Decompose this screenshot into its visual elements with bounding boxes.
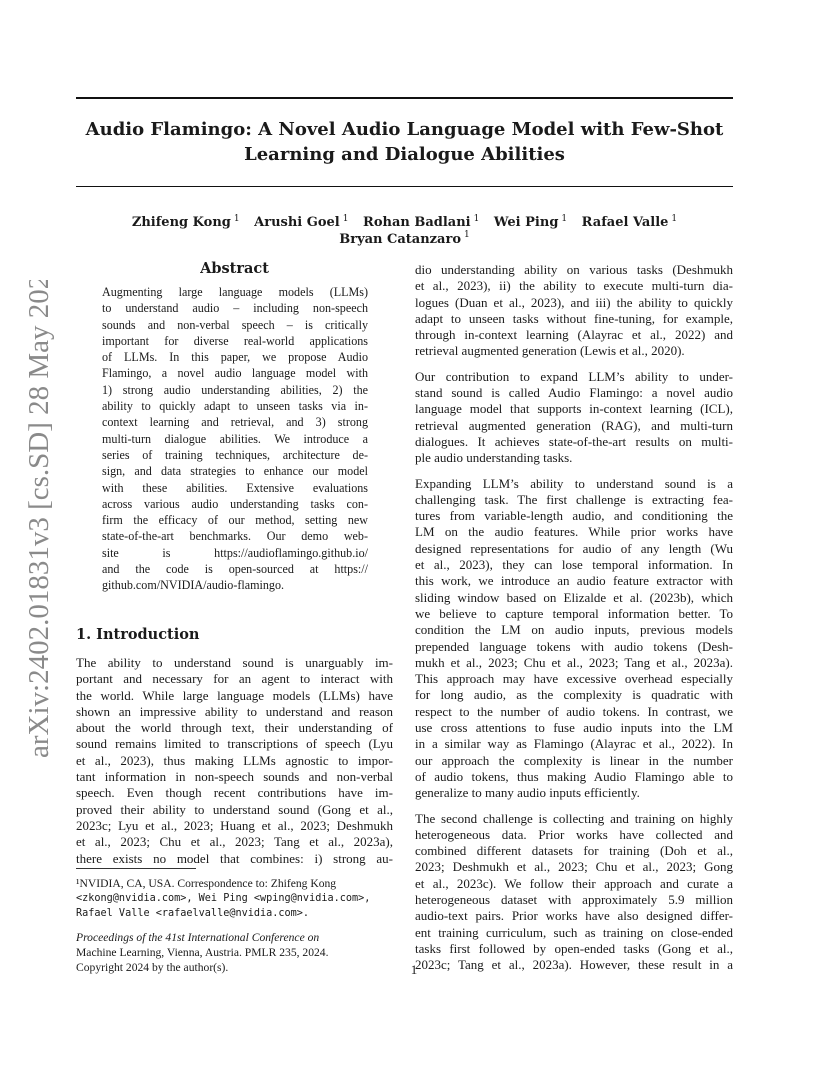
body-line: language model that supports in-context learning (ICL), xyxy=(415,401,733,417)
body-line: sliding window based on Elizalde et al. (2023b), which xyxy=(415,589,733,605)
abstract-line: site is https://audioflamingo.github.io/ xyxy=(102,545,368,560)
author: Rohan Badlani $^1$ xyxy=(363,214,480,231)
body-line: heterogeneous data. Prior works have collected and xyxy=(415,826,733,842)
body-line: condition the LM on audio inputs, previous models xyxy=(415,622,733,638)
footnote xyxy=(76,876,393,921)
body-line: 2023c; Tang et al., 2023a). However, these result in a xyxy=(415,957,733,973)
paragraph xyxy=(415,811,733,974)
body-line: ent training curriculum, such as training on close-ended xyxy=(415,924,733,940)
arxiv-stamp xyxy=(10,280,60,760)
footnote-rule xyxy=(76,868,196,869)
body-line: mukh et al., 2023; Chu et al., 2023; Tang et al., 2023a). xyxy=(415,654,733,670)
abstract-body xyxy=(102,284,368,594)
abstract-line: sign, and data strategies to enhance our model xyxy=(102,464,368,479)
abstract-line: 1) strong audio understanding abilities, 2) the xyxy=(102,382,368,397)
abstract-line: with these abilities. Extensive evaluations xyxy=(102,480,368,495)
body-line: this work, we introduce an audio feature extractor with xyxy=(415,573,733,589)
title-rule-bottom xyxy=(76,186,733,187)
intro-line: speech. Even though recent contributions have im- xyxy=(76,785,393,801)
body-line: our approach the complexity is linear in the number xyxy=(415,752,733,768)
author: Zhifeng Kong $^1$ xyxy=(131,214,240,231)
abstract-line: important for diverse real-world applications xyxy=(102,333,368,348)
intro-line: proved their ability to understand sound (Gong et al., xyxy=(76,801,393,817)
body-line: tures from variable-length audio, and conditioning the xyxy=(415,508,733,524)
abstract-line: of LLMs. In this paper, we propose Audio xyxy=(102,350,368,365)
intro-paragraph xyxy=(76,655,393,867)
abstract-line: github.com/NVIDIA/audio-flamingo. xyxy=(102,578,285,593)
paragraph xyxy=(415,369,733,467)
intro-heading: 1. Introduction xyxy=(76,626,200,643)
title-line-1: Audio Flamingo: A Novel Audio Language Model with Few-Shot xyxy=(85,119,724,140)
abstract-line: context learning and retrieval, and 3) strong xyxy=(102,415,368,430)
body-line: Our contribution to expand LLM’s ability to under- xyxy=(415,368,733,384)
body-line: challenging task. The first challenge is extracting fea- xyxy=(415,491,733,507)
abstract-line: Augmenting large language models (LLMs) xyxy=(102,285,368,299)
abstract-line: ability to quickly adapt to unseen tasks via in- xyxy=(102,399,368,414)
paragraph xyxy=(415,262,733,360)
abstract-line: and the code is open-sourced at https:// xyxy=(102,562,368,577)
intro-line: there exists no model that combines: i) strong au- xyxy=(76,850,393,866)
body-line: respect to the number of audio tokens. In contrast, we xyxy=(415,703,733,719)
author-list xyxy=(76,214,733,247)
intro-line: The ability to understand sound is unarguably im- xyxy=(76,655,393,670)
body-line: for long audio, as the complexity is quadratic with xyxy=(415,687,733,703)
title-line-2: Learning and Dialogue Abilities xyxy=(244,144,565,165)
footnote-line: ¹NVIDIA, CA, USA. Correspondence to: Zhifeng Kong xyxy=(76,877,337,890)
intro-line: sound remains limited to transcriptions of speech (Lyu xyxy=(76,736,393,752)
body-line: Expanding LLM’s ability to understand sound is a xyxy=(415,475,733,491)
body-line: prepended language tokens with audio tokens (Desh- xyxy=(415,638,733,654)
footnote-line: Rafael Valle <rafaelvalle@nvidia.com>. xyxy=(76,908,310,919)
intro-line: about the world through text, their understanding of xyxy=(76,720,393,736)
body-line: dio understanding ability on various tasks (Deshmukh xyxy=(415,262,733,277)
paper-title xyxy=(76,117,733,167)
author: Rafael Valle $^1$ xyxy=(581,214,678,231)
body-line: LM on the audio features. While prior works have xyxy=(415,524,733,540)
body-line: combined different datasets for training (Doh et al., xyxy=(415,843,733,859)
body-line: dialogues. It achieves state-of-the-art results on multi- xyxy=(415,433,733,449)
body-line: tasks first followed by open-ended tasks (Gong et al., xyxy=(415,940,733,956)
author: Arushi Goel $^1$ xyxy=(254,214,349,231)
proceedings-line: Copyright 2024 by the author(s). xyxy=(76,961,229,974)
body-line: et al., 2023c). We follow their approach and curate a xyxy=(415,875,733,891)
abstract-line: firm the efficacy of our method, setting new xyxy=(102,513,368,528)
proceedings-line: Machine Learning, Vienna, Austria. PMLR 235, 2024. xyxy=(76,946,329,959)
intro-line: shown an impressive ability to understand and reason xyxy=(76,703,393,719)
proceedings-line: Proceedings of the 41st International Conference on xyxy=(76,931,320,944)
body-line: audio-text pairs. Prior works have also designed differ- xyxy=(415,908,733,924)
footnote-line: <zkong@nvidia.com>, Wei Ping <wping@nvidia.com>, xyxy=(76,893,371,904)
body-line: through in-context learning (Alayrac et al., 2022) and xyxy=(415,327,733,343)
author: Wei Ping $^1$ xyxy=(493,214,568,231)
right-column xyxy=(415,262,733,982)
intro-line: et al., 2023), thus making LLMs agnostic to impor- xyxy=(76,752,393,768)
intro-line: the world. While large language models (LLMs) have xyxy=(76,687,393,703)
abstract-line: multi-turn dialogue abilities. We introduce a xyxy=(102,431,368,446)
body-line: designed representations for audio of any length (Wu xyxy=(415,540,733,556)
intro-line: 2023c; Lyu et al., 2023; Huang et al., 2023; Deshmukh xyxy=(76,817,393,833)
body-line: 2023; Deshmukh et al., 2023; Chu et al., 2023; Gong xyxy=(415,859,733,875)
body-line: retrieval augmented generation (RAG), and multi-turn xyxy=(415,417,733,433)
abstract-line: to understand audio – including non-speech xyxy=(102,301,368,316)
intro-line: et al., 2023; Chu et al., 2023; Tang et al., 2023a), xyxy=(76,834,393,850)
body-line: retrieval augmented generation (Lewis et al., 2020). xyxy=(415,343,685,359)
page-number: 1 xyxy=(410,962,418,977)
body-line: we believe to capture temporal information better. To xyxy=(415,605,733,621)
body-line: The second challenge is collecting and training on highly xyxy=(415,810,733,826)
abstract-heading: Abstract xyxy=(200,260,269,277)
body-line: heterogeneous dataset with approximately 5.9 million xyxy=(415,891,733,907)
body-line: adapt to unseen tasks without fine-tuning, for example, xyxy=(415,310,733,326)
body-line: stand sound is called Audio Flamingo: a novel audio xyxy=(415,385,733,401)
arxiv-id: arXiv:2402.01831v3 [cs.SD] 28 May 2024 xyxy=(23,280,55,758)
abstract-line: state-of-the-art benchmarks. Our demo web- xyxy=(102,529,368,544)
abstract xyxy=(76,260,393,594)
author: Bryan Catanzaro $^1$ xyxy=(339,230,470,247)
abstract-line: Flamingo, a novel audio language model with xyxy=(102,366,368,381)
body-line: of audio tokens, thus making Audio Flamingo able to xyxy=(415,768,733,784)
body-line: in a similar way as Flamingo (Alayrac et al., 2022). In xyxy=(415,736,733,752)
intro-line: tant information in non-speech sounds and non-verbal xyxy=(76,769,393,785)
body-line: logues (Duan et al., 2023), and iii) the ability to quickly xyxy=(415,294,733,310)
abstract-line: across various audio understanding tasks con- xyxy=(102,496,368,511)
abstract-line: series of training techniques, architecture de- xyxy=(102,447,368,462)
body-line: ple audio understanding tasks. xyxy=(415,450,573,466)
body-line: This approach may have excessive overhead especially xyxy=(415,671,733,687)
body-line: et al., 2023), ii) the ability to execute multi-turn dia- xyxy=(415,278,733,294)
title-rule-top xyxy=(76,97,733,99)
body-line: use cross attentions to fuse audio inputs into the LM xyxy=(415,720,733,736)
paragraph xyxy=(415,476,733,802)
intro-line: portant and necessary for an agent to interact with xyxy=(76,671,393,687)
body-line: et al., 2023), they can lose temporal information. In xyxy=(415,557,733,573)
body-line: generalize to many audio inputs efficiently. xyxy=(415,785,640,801)
abstract-line: sounds and non-verbal speech – is critically xyxy=(102,317,368,332)
